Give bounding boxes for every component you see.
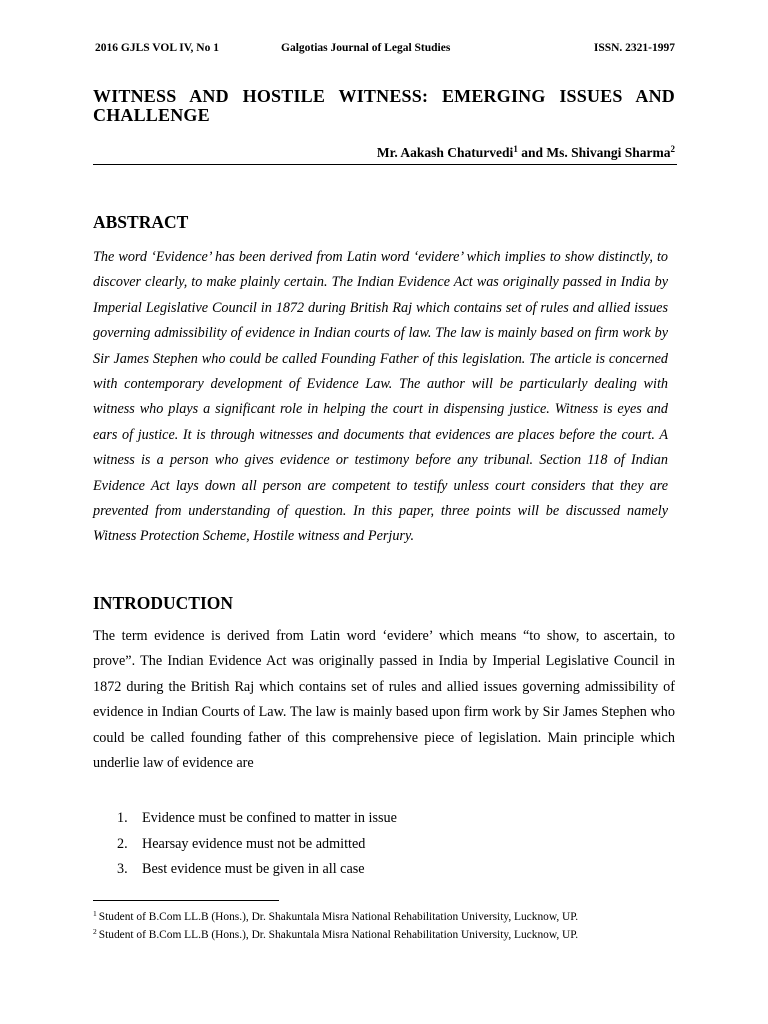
author-joiner: and bbox=[517, 145, 547, 160]
list-text: Hearsay evidence must not be admitted bbox=[142, 835, 366, 852]
footnote-mark: 2 bbox=[93, 926, 97, 936]
footnote bbox=[93, 925, 578, 943]
journal-issn: ISSN. 2321-1997 bbox=[593, 42, 675, 54]
list-text: Evidence must be confined to matter in issue bbox=[142, 810, 397, 826]
author-name: Mr. Aakash Chaturvedi bbox=[376, 145, 514, 160]
introduction-text: The term evidence is derived from Latin word ‘evidere’ which means “to show, to ascertain, to prove”. The Indian Evidence Act was originally passed in India by Imperial Legislative Council in 1872 during the British Raj which contains set of rules and allied issues governing admissibility of evidence in Indian Courts of Law. The law is mainly based upon firm work by Sir James Stephen who could be called founding father of this comprehensive piece of legislation. Main principle which underlie law of evidence are bbox=[93, 628, 675, 772]
footnote bbox=[93, 907, 578, 925]
footnotes bbox=[93, 907, 578, 942]
abstract-heading: ABSTRACT bbox=[93, 212, 189, 232]
list-number: 1. bbox=[117, 810, 128, 826]
journal-volume: 2016 GJLS VOL IV, No 1 bbox=[95, 42, 219, 54]
list-number: 2. bbox=[117, 835, 128, 852]
list-item bbox=[117, 832, 397, 858]
article-title: WITNESS AND HOSTILE WITNESS: EMERGING ISSUES AND CHALLENGE bbox=[93, 86, 675, 125]
footnote-text: Student of B.Com LL.B (Hons.), Dr. Shakuntala Misra National Rehabilitation University, Lucknow, UP. bbox=[98, 911, 579, 923]
journal-name: Galgotias Journal of Legal Studies bbox=[281, 42, 451, 54]
footnote-text: Student of B.Com LL.B (Hons.), Dr. Shakuntala Misra National Rehabilitation University, Lucknow, UP. bbox=[98, 928, 579, 941]
list-number: 3. bbox=[117, 861, 128, 878]
list-text: Best evidence must be given in all case bbox=[142, 861, 365, 878]
introduction-heading: INTRODUCTION bbox=[93, 593, 234, 613]
principles-list bbox=[117, 806, 397, 883]
footnote-divider bbox=[93, 900, 279, 901]
footnote-marker: 2 bbox=[670, 144, 675, 154]
author-line bbox=[377, 144, 675, 161]
list-item bbox=[117, 806, 397, 832]
title-divider bbox=[93, 164, 677, 165]
author-name: Ms. Shivangi Sharma bbox=[546, 145, 671, 160]
list-item bbox=[117, 857, 397, 883]
footnote-marker: 1 bbox=[513, 144, 518, 154]
abstract-text: The word ‘Evidence’ has been derived from Latin word ‘evidere’ which implies to show distinctly, to discover clearly, to make plainly certain. The Indian Evidence Act was originally passed in India by Imperial Legislative Council in 1872 during British Raj which contains set of rules and allied issues governing admissibility of evidence in Indian courts of law. The law is mainly based on firm work by Sir James Stephen who could be called Founding Father of this legislation. The article is concerned with contemporary development of Evidence Law. The author will be particularly dealing with witness who plays a significant role in helping the court in dispensing justice. Witness is eyes and ears of justice. It is through witnesses and documents that evidences are places before the court. A witness is a person who gives evidence or testimony before any tribunal. Section 118 of Indian Evidence Act lays down all person are competent to testify unless court considers that they are prevented from understanding of question. In this paper, three points will be discussed namely Witness Protection Scheme, Hostile witness and Perjury. bbox=[93, 249, 668, 545]
footnote-mark: 1 bbox=[93, 909, 97, 918]
